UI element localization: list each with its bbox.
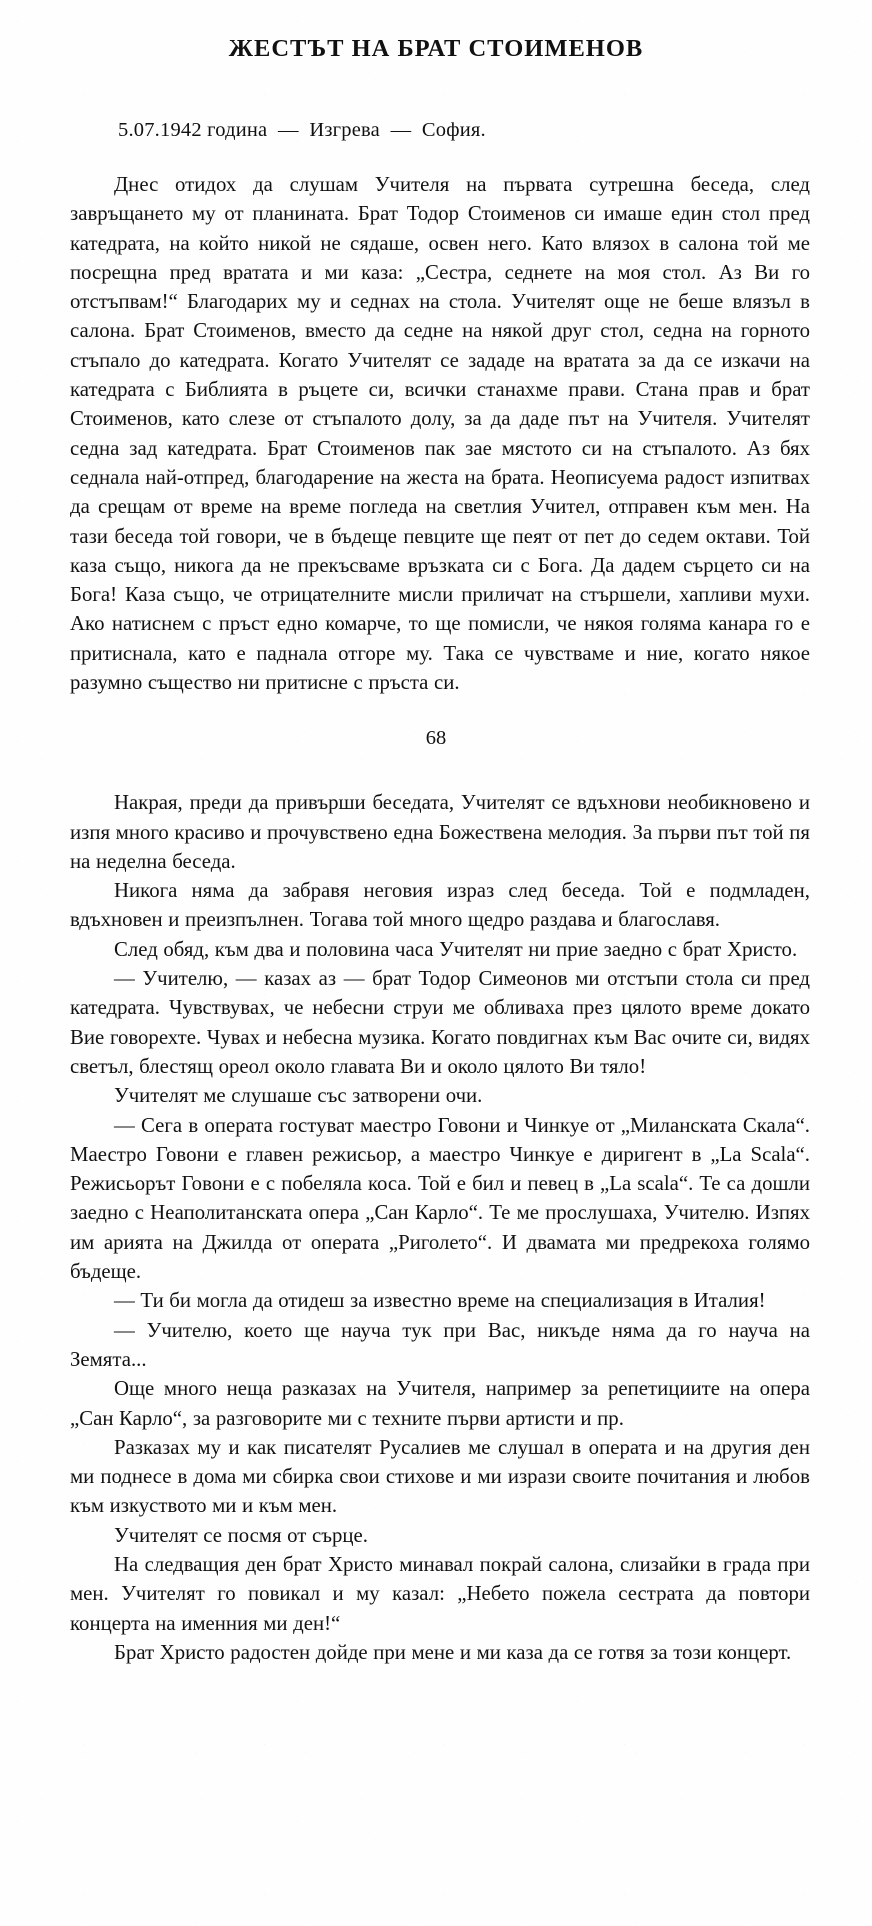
paragraph: След обяд, към два и половина часа Учителят ни прие заедно с брат Христо. <box>114 937 798 961</box>
chapter-title: ЖЕСТЪТ НА БРАТ СТОИМЕНОВ <box>228 35 644 62</box>
paragraph: Още много неща разказах на Учителя, например за репетициите на опера „Сан Карло“, за разговорите ми с техните първи артисти и пр. <box>70 1377 810 1430</box>
page-number: 68 <box>425 727 447 750</box>
paragraph: — Сега в операта гостуват маестро Говони и Чинкуе от „Миланската Скала“. Маестро Говони е главен режисьор, а маестро Чинкуе е диригент в „La Scala“. Режисьорът Говони е с побеляла коса. Той е бил и певец в „La scala“. Те са дошли заедно с Неаполитанската опера „Сан Карло“. Те ме прослушаха, Учителю. Изпях им арията на Джилда от операта „Риголето“. И двамата ми предрекоха голямо бъдеще. <box>70 1113 810 1284</box>
paragraph: Учителят ме слушаше със затворени очи. <box>114 1084 483 1108</box>
paragraph: Учителят се посмя от сърце. <box>114 1523 368 1547</box>
paragraph: — Учителю, — казах аз — брат Тодор Симеонов ми отстъпи стола си пред катедрата. Чувствувах, че небесни струи ме обливаха през цялото време докато Вие говорехте. Чувах и небесна музика. Когато повдигнах към Вас очите си, видях светъл, блестящ ореол около главата Ви и около цялото Ви тяло! <box>70 967 810 1078</box>
paragraph: — Учителю, което ще науча тук при Вас, никъде няма да го науча на Земята... <box>70 1318 810 1371</box>
paragraph: Никога няма да забравя неговия израз след беседа. Той е подмладен, вдъхновен и преизпълнен. Тогава той много щедро раздава и благославя. <box>70 879 810 932</box>
paragraph: — Ти би могла да отидеш за известно време на специализация в Италия! <box>114 1289 766 1313</box>
paragraph: Разказах му и как писателят Русалиев ме слушал в операта и на другия ден ми поднесе в дома ми сбирка свои стихове и ми изрази своите почитания и любов към изкуството ми и към мен. <box>70 1435 810 1518</box>
dateline: 5.07.1942 година — Изгрева — София. <box>118 118 486 141</box>
paragraph: Накрая, преди да привърши беседата, Учителят се вдъхнови необикновено и изпя много красиво и прочувствено една Божествена мелодия. За първи път той пя на неделна беседа. <box>70 791 810 873</box>
page-two-body <box>0 788 872 1667</box>
page-break-gap <box>0 750 872 788</box>
page-one-body <box>0 142 872 697</box>
paragraph: Брат Христо радостен дойде при мене и ми каза да се готвя за този концерт. <box>114 1640 792 1664</box>
paragraph: На следващия ден брат Христо минавал покрай салона, слизайки в града при мен. Учителят го повикал и му казал: „Небето пожела сестрата да повтори концерта на именния ми ден!“ <box>70 1553 810 1635</box>
paragraph: Днес отидох да слушам Учителя на първата сутрешна беседа, след завръщането му от планината. Брат Тодор Стоименов си имаше един стол пред катедрата, на който никой не сядаше, освен него. Като влязох в салона той ме посрещна пред вратата и ми каза: „Сестра, седнете на моя стол. Аз Ви го отстъпвам!“ Благодарих му и седнах на стола. Учителят още не беше влязъл в салона. Брат Стоименов, вместо да седне на някой друг стол, седна на горното стъпало до катедрата. Когато Учителят се зададе на вратата за да се изкачи на катедрата с Библията в ръцете си, всички станахме прави. Стана прав и брат Стоименов, като слезе от стъпалото долу, за да даде път на Учителя. Учителят седна зад катедрата. Брат Стоименов пак зае мястото си на стъпалото. Аз бях седнала най-отпред, благодарение на жеста на брата. Неописуема радост изпитвах да срещам от време на време погледа на светлия Учител, отправен към мен. На тази беседа той говори, че в бъдеще певците ще пеят от пет до седем октави. Той каза също, никога да не прекъсваме връзката си с Бога. Да дадем сърцето си на Бога! Каза също, че отрицателните мисли приличат на стършели, хапливи мухи. Ако натиснем с пръст едно комарче, то ще помисли, че някоя голяма канара го е притиснала, като е паднала отгоре му. Така се чувстваме и ние, когато някое разумно същество ни притисне с пръста си. <box>70 172 810 694</box>
